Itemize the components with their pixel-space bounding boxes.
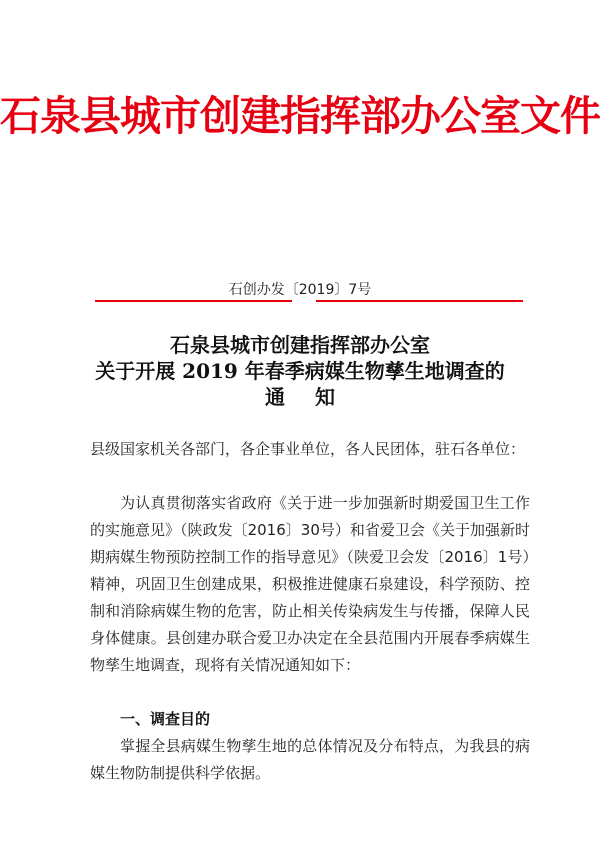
- notice-title-line-1: 石泉县城市创建指挥部办公室: [170, 333, 430, 357]
- divider-star-gap: [292, 300, 316, 302]
- section-1-body: 掌握全县病媒生物孳生地的总体情况及分布特点，为我县的病媒生物防制提供科学依据。: [90, 737, 530, 782]
- notice-title-line-2: 关于开展 2019 年春季病媒生物孳生地调查的: [95, 359, 505, 383]
- document-number: 石创办发〔2019〕7号: [228, 282, 372, 298]
- notice-title-line-3: 通知: [265, 385, 365, 409]
- salutation: 县级国家机关各部门，各企事业单位，各人民团体，驻石各单位：: [90, 440, 526, 458]
- section-1-heading: 一、调查目的: [120, 710, 211, 728]
- document-header-title: 石泉县城市创建指挥部办公室文件: [0, 92, 600, 140]
- red-divider-line: [95, 300, 523, 302]
- intro-paragraph: 为认真贯彻落实省政府《关于进一步加强新时期爱国卫生工作的实施意见》（陕政发〔2016〕30号）和省爱卫会《关于加强新时期病媒生物预防控制工作的指导意见》（陕爱卫会发〔2016〕1号）精神，巩固卫生创建成果，积极推进健康石泉建设，科学预防、控制和消除病媒生物的危害，防止相关传染病发生与传播，保障人民身体健康。县创建办联合爱卫办决定在全县范围内开展春季病媒生物孳生地调查，现将有关情况通知如下：: [90, 494, 530, 674]
